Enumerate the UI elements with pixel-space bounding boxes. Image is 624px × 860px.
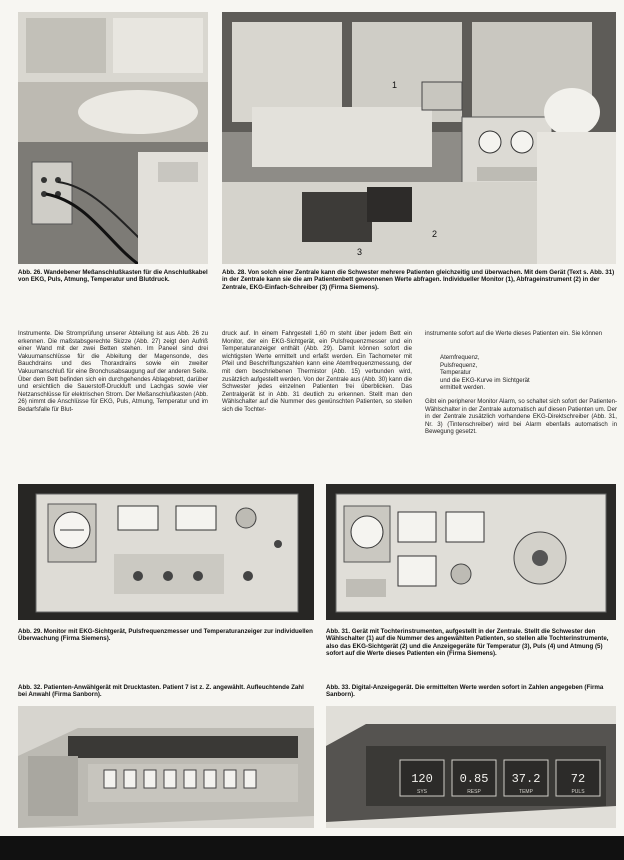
digital-label-3: TEMP: [519, 789, 533, 795]
page-bottom-band: [0, 836, 624, 860]
caption-fig28: Abb. 28. Von solch einer Zentrale kann die Schwester mehrere Patienten gleichzeitig und überwachen. Mit dem Gerät (Text s. Abb. 31) in der Zentrale kann sie die am Patientenbett gewonnenen Werte abfragen. Individueller Monitor (1), Abfrageinstrument (2) in der Zentrale, EKG-Einfach-Schreiber (3) (Firma Siemens).: [222, 269, 615, 291]
photo-fig28: [222, 12, 616, 264]
list-item: Temperatur: [440, 369, 471, 377]
body-column-3: [425, 330, 617, 338]
photo-fig31-image: [326, 484, 616, 620]
photo-fig29-image: [18, 484, 314, 620]
body-column-1: [18, 330, 208, 414]
digital-label-2: RESP: [467, 789, 481, 795]
list-item: Atemfrequenz,: [440, 354, 480, 361]
photo-fig32-image: [18, 706, 314, 828]
photo-fig29: [18, 484, 314, 620]
body-paragraph-3-outro: Gibt ein peripherer Monitor Alarm, so schaltet sich sofort der Patienten-Wählschalter in der Zentrale automatisch auf diesen Patienten um. Der in der Zentrale zusätzlich vorhandene EKG-Direktschreiber (Abb. 31, Nr. 3) (Tintenschreiber) wird bei Alarm ebenfalls automatisch in Bewegung gesetzt.: [425, 398, 617, 436]
caption-fig31: Abb. 31. Gerät mit Tochterinstrumenten, aufgestellt in der Zentrale. Stellt die Schwester den Wählschalter (1) auf die Nummer des angewählten Patienten, so stellen alle Tochterinstrumente, also das EKG-Sichtgerät (2) und die Anzeigegeräte für Temperatur (3), Puls (4) und Atmung (5) sofort auf die Werte dieses Patienten ein (Firma Siemens).: [326, 628, 609, 658]
body-paragraph-1: Instrumente. Die Stromprüfung unserer Abteilung ist aus Abb. 26 zu erkennen. Die maßstabsgerechte Skizze (Abb. 27) zeigt den Aufriß einer Wand mit der zwei Betten stehen. Im Paneel sind drei Vakuumanschlüsse für die Ableitung der Magensonde, des Bauchdrains und des Thoraxdrains sowie ein zweiter Vakuumanschluß für eine Bronchusabsaugung auf der anderen Seite. Über dem Bett befinden sich ein durchgehendes Ablagebrett, darüber und ersichtlich die Sauerstoff-Druckluft und Lachgas sowie vier Netzanschlüsse für elektrischen Strom. Der Meßanschlußkasten (Abb. 26) nimmt die Anschlüsse für EKG, Puls, Atmung, Temperatur und im Bedarfsfalle für Blut-: [18, 330, 208, 413]
caption-fig26: Abb. 26. Wandebener Meßanschlußkasten für die Anschlußkabel von EKG, Puls, Atmung, Temperatur und Blutdruck.: [18, 269, 208, 284]
caption-fig32: Abb. 32. Patienten-Anwählgerät mit Drucktasten. Patient 7 ist z. Z. angewählt. Aufleuchtende Zahl bei Anwahl (Firma Sanborn).: [18, 684, 304, 699]
list-item: ermittelt werden.: [440, 384, 486, 392]
photo-fig33: [326, 706, 616, 828]
body-column-3-outro: [425, 398, 617, 436]
marker-3: 3: [357, 247, 363, 257]
digital-label-4: PULS: [571, 789, 585, 795]
body-paragraph-2: druck auf. In einem Fahrgestell 1,60 m steht über jedem Bett ein Monitor, der ein EKG-Sichtgerät, ein Pulsfrequenzmesser und ein Temperaturanzeiger enthält (Abb. 29). Damit können sofort die wichtigsten Werte ermittelt und erfaßt werden. Ein Tachometer mit Pfeil und Beschriftungszahlen kann eine Atemfrequenzmessung, der mit dem beschriebenen Thermistor (Abb. 15) verbunden wird, zusätzlich aufgestellt werden. Von der Zentrale aus (Abb. 30) kann die Schwester jedes einzelnen Patienten frei überblicken. Das Zentralgerät ist in Abb. 31 deutlich zu erkennen. Stellt man den Wählschalter auf die Nummer des gewünschten Patienten, so stellen sich die Tochter-: [222, 330, 412, 413]
list-item: und die EKG-Kurve im Sichtgerät: [440, 376, 530, 384]
photo-fig26: [18, 12, 208, 264]
photo-fig33-image: [326, 706, 616, 828]
photo-fig28-image: [222, 12, 616, 264]
photo-fig31: [326, 484, 616, 620]
caption-fig29: Abb. 29. Monitor mit EKG-Sichtgerät, Pulsfrequenzmesser und Temperaturanzeiger zur individuellen Überwachung (Firma Siemens).: [18, 628, 313, 643]
digital-value-1: 120: [411, 772, 433, 786]
marker-1: 1: [392, 80, 398, 90]
body-column-2: [222, 330, 412, 414]
body-paragraph-3-intro: instrumente sofort auf die Werte dieses Patienten ein. Sie können: [425, 330, 603, 337]
digital-value-2: 0.85: [459, 772, 489, 786]
marker-2: 2: [432, 229, 438, 239]
photo-fig26-image: [18, 12, 208, 264]
digital-value-4: 72: [570, 772, 586, 786]
list-item: Pulsfrequenz,: [440, 361, 478, 369]
digital-label-1: SYS: [416, 789, 428, 795]
caption-fig33: Abb. 33. Digital-Anzeigegerät. Die ermittelten Werte werden sofort in Zahlen angegeben (Firma Sanborn).: [326, 684, 604, 699]
digital-value-3: 37.2: [511, 772, 541, 786]
photo-fig32: [18, 706, 314, 828]
measurement-list: [440, 354, 610, 392]
